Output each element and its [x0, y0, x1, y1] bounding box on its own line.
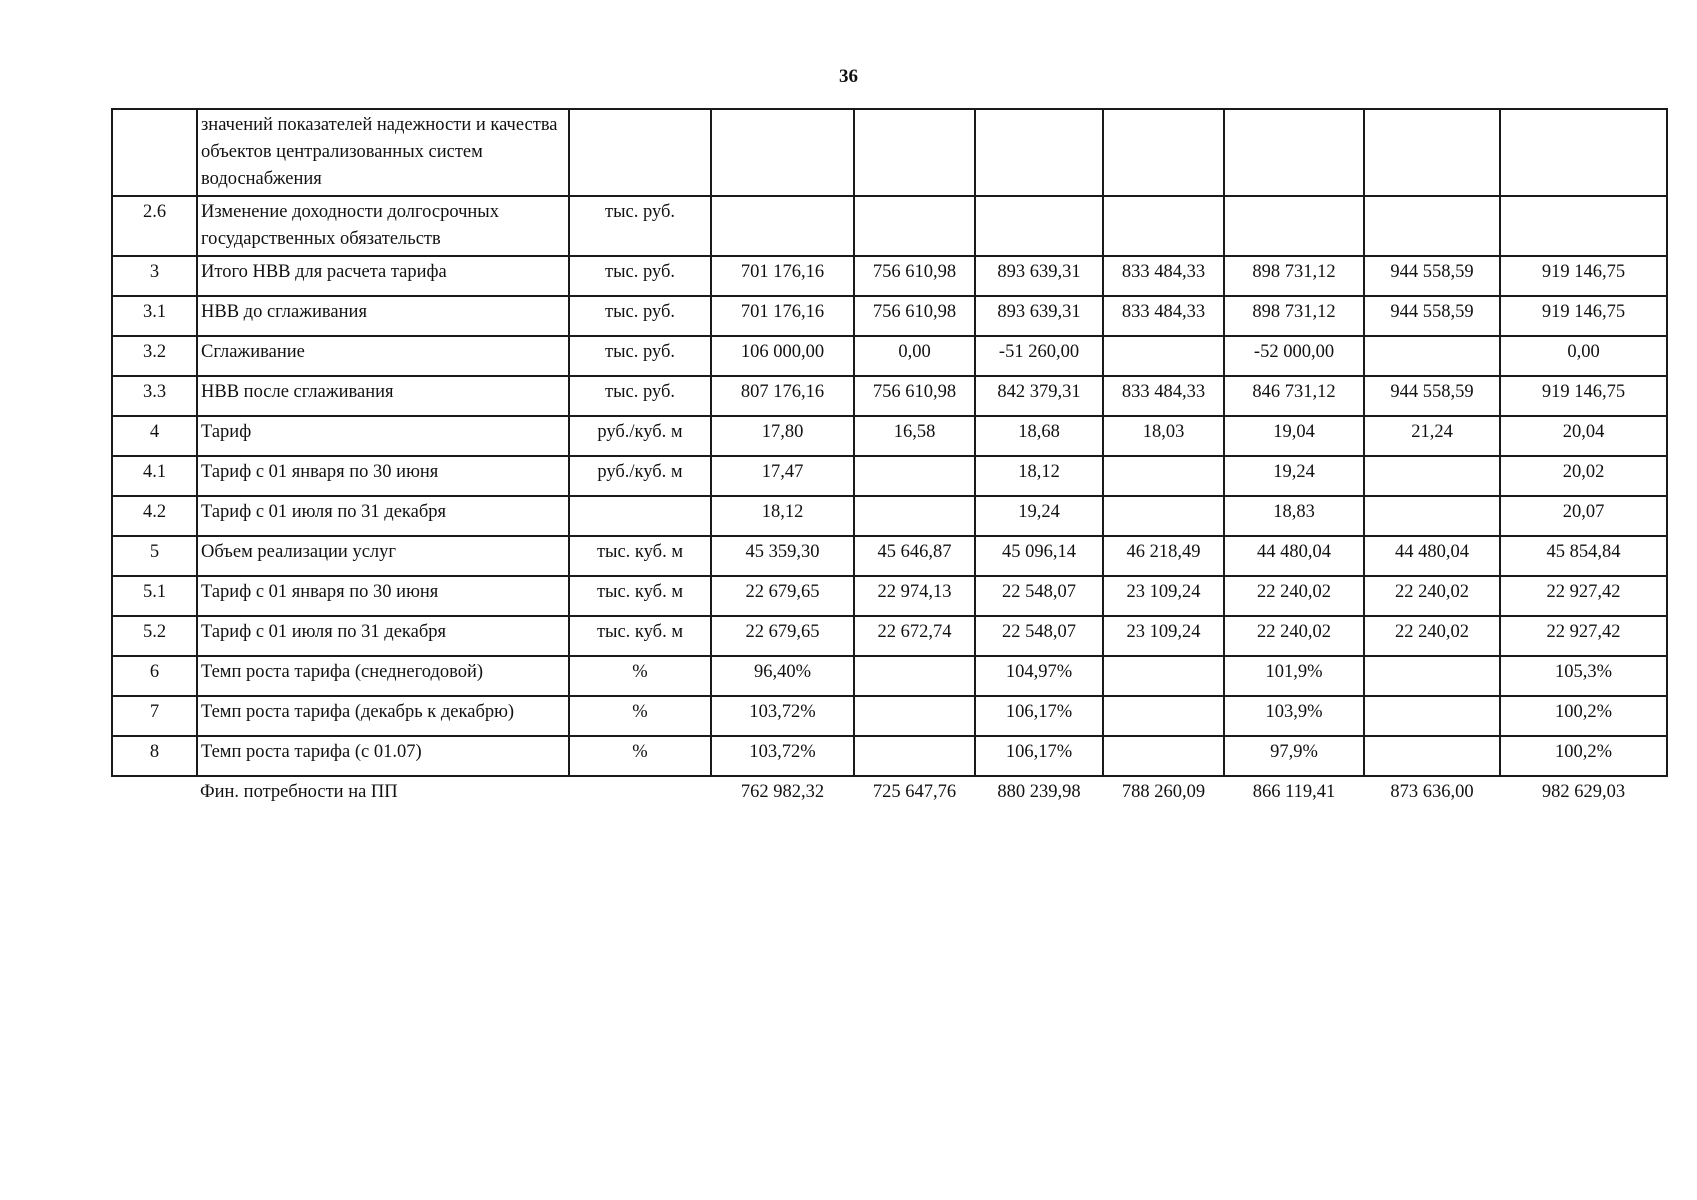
table-row — [112, 109, 1667, 196]
value-cell — [1364, 496, 1500, 536]
row-name: Тариф с 01 июля по 31 декабря — [197, 616, 569, 656]
page-number: 36 — [839, 66, 858, 87]
value-cell — [1364, 736, 1500, 776]
row-name: Тариф с 01 января по 30 июня — [197, 456, 569, 496]
footer-value: 866 119,41 — [1252, 782, 1336, 802]
value-cell — [854, 696, 975, 736]
row-unit: % — [569, 736, 711, 776]
row-name: Тариф с 01 января по 30 июня — [197, 576, 569, 616]
row-unit: руб./куб. м — [569, 416, 711, 456]
value-cell: 104,97% — [975, 656, 1103, 696]
value-cell: 22 679,65 — [711, 616, 854, 656]
row-unit: тыс. руб. — [569, 196, 711, 256]
row-number: 2.6 — [112, 196, 197, 256]
value-cell: 106,17% — [975, 696, 1103, 736]
value-cell — [1500, 109, 1667, 196]
value-cell: 22 240,02 — [1224, 616, 1364, 656]
row-number: 3.2 — [112, 336, 197, 376]
value-cell: 19,04 — [1224, 416, 1364, 456]
value-cell — [854, 109, 975, 196]
value-cell: 18,68 — [975, 416, 1103, 456]
value-cell — [1103, 109, 1224, 196]
row-unit: тыс. куб. м — [569, 576, 711, 616]
value-cell: 756 610,98 — [854, 296, 975, 336]
row-unit: тыс. куб. м — [569, 536, 711, 576]
value-cell: 22 548,07 — [975, 576, 1103, 616]
footer-value: 725 647,76 — [872, 782, 957, 802]
row-number: 5 — [112, 536, 197, 576]
value-cell: 0,00 — [854, 336, 975, 376]
value-cell: 97,9% — [1224, 736, 1364, 776]
value-cell: 807 176,16 — [711, 376, 854, 416]
value-cell: 18,83 — [1224, 496, 1364, 536]
table-row — [112, 496, 1667, 536]
value-cell: 19,24 — [1224, 456, 1364, 496]
value-cell: 919 146,75 — [1500, 256, 1667, 296]
value-cell: 46 218,49 — [1103, 536, 1224, 576]
table-row — [112, 696, 1667, 736]
value-cell — [1224, 196, 1364, 256]
value-cell: 23 109,24 — [1103, 616, 1224, 656]
row-unit: тыс. руб. — [569, 376, 711, 416]
row-name: Изменение доходности долгосрочных государственных обязательств — [197, 196, 569, 256]
value-cell — [1364, 656, 1500, 696]
table-row — [112, 196, 1667, 256]
row-unit — [569, 496, 711, 536]
row-number: 8 — [112, 736, 197, 776]
table-row — [112, 336, 1667, 376]
row-number: 5.1 — [112, 576, 197, 616]
tariff-table — [111, 108, 1668, 811]
row-number: 7 — [112, 696, 197, 736]
value-cell: 22 240,02 — [1364, 576, 1500, 616]
row-name: НВВ до сглаживания — [197, 296, 569, 336]
row-number — [112, 109, 197, 196]
value-cell — [854, 736, 975, 776]
value-cell: 45 359,30 — [711, 536, 854, 576]
value-cell: 19,24 — [975, 496, 1103, 536]
table-row — [112, 416, 1667, 456]
value-cell: 17,47 — [711, 456, 854, 496]
row-unit: руб./куб. м — [569, 456, 711, 496]
row-name: НВВ после сглаживания — [197, 376, 569, 416]
row-number: 4.1 — [112, 456, 197, 496]
table-row — [112, 456, 1667, 496]
row-number: 3.1 — [112, 296, 197, 336]
value-cell: 22 672,74 — [854, 616, 975, 656]
value-cell — [1364, 336, 1500, 376]
value-cell: 18,12 — [975, 456, 1103, 496]
row-unit: % — [569, 656, 711, 696]
row-number: 3 — [112, 256, 197, 296]
row-name: Темп роста тарифа (декабрь к декабрю) — [197, 696, 569, 736]
value-cell: 96,40% — [711, 656, 854, 696]
row-name: Объем реализации услуг — [197, 536, 569, 576]
value-cell: 17,80 — [711, 416, 854, 456]
value-cell — [1224, 109, 1364, 196]
row-number: 4.2 — [112, 496, 197, 536]
value-cell: 18,03 — [1103, 416, 1224, 456]
value-cell: -52 000,00 — [1224, 336, 1364, 376]
value-cell — [1103, 456, 1224, 496]
row-unit: тыс. куб. м — [569, 616, 711, 656]
footer-value: 880 239,98 — [997, 782, 1081, 802]
row-name: Темп роста тарифа (с 01.07) — [197, 736, 569, 776]
value-cell — [711, 196, 854, 256]
value-cell: -51 260,00 — [975, 336, 1103, 376]
row-name: Итого НВВ для расчета тарифа — [197, 256, 569, 296]
value-cell — [854, 656, 975, 696]
value-cell: 16,58 — [854, 416, 975, 456]
table-row — [112, 656, 1667, 696]
row-unit: тыс. руб. — [569, 296, 711, 336]
value-cell — [1103, 656, 1224, 696]
value-cell: 45 854,84 — [1500, 536, 1667, 576]
value-cell: 919 146,75 — [1500, 296, 1667, 336]
value-cell: 45 096,14 — [975, 536, 1103, 576]
row-name: значений показателей надежности и качества объектов централизованных систем водоснабжения — [197, 109, 569, 196]
value-cell: 846 731,12 — [1224, 376, 1364, 416]
table-row — [112, 296, 1667, 336]
footer-value: 762 982,32 — [740, 782, 825, 802]
value-cell: 898 731,12 — [1224, 296, 1364, 336]
table-row — [112, 256, 1667, 296]
value-cell: 106,17% — [975, 736, 1103, 776]
value-cell — [854, 496, 975, 536]
value-cell — [1364, 456, 1500, 496]
table-row — [112, 576, 1667, 616]
value-cell: 833 484,33 — [1103, 256, 1224, 296]
value-cell: 101,9% — [1224, 656, 1364, 696]
footer-value: 982 629,03 — [1541, 782, 1626, 802]
value-cell: 833 484,33 — [1103, 296, 1224, 336]
value-cell: 0,00 — [1500, 336, 1667, 376]
value-cell: 103,72% — [711, 736, 854, 776]
value-cell: 898 731,12 — [1224, 256, 1364, 296]
value-cell: 103,72% — [711, 696, 854, 736]
value-cell — [1103, 696, 1224, 736]
value-cell — [1364, 109, 1500, 196]
value-cell: 944 558,59 — [1364, 256, 1500, 296]
row-number: 5.2 — [112, 616, 197, 656]
table-row — [112, 616, 1667, 656]
value-cell: 20,04 — [1500, 416, 1667, 456]
row-unit — [569, 109, 711, 196]
value-cell: 18,12 — [711, 496, 854, 536]
value-cell — [1103, 196, 1224, 256]
value-cell — [975, 196, 1103, 256]
value-cell: 105,3% — [1500, 656, 1667, 696]
value-cell: 23 109,24 — [1103, 576, 1224, 616]
value-cell: 22 927,42 — [1500, 576, 1667, 616]
row-name: Сглаживание — [197, 336, 569, 376]
row-unit: % — [569, 696, 711, 736]
row-name: Тариф — [197, 416, 569, 456]
footer-spacer — [112, 776, 197, 811]
value-cell: 44 480,04 — [1224, 536, 1364, 576]
row-unit: тыс. руб. — [569, 256, 711, 296]
row-number: 6 — [112, 656, 197, 696]
footer-value: 873 636,00 — [1390, 782, 1474, 802]
row-unit: тыс. руб. — [569, 336, 711, 376]
row-number: 4 — [112, 416, 197, 456]
value-cell: 22 240,02 — [1364, 616, 1500, 656]
value-cell: 701 176,16 — [711, 296, 854, 336]
footer-row — [112, 776, 1667, 811]
table-row — [112, 736, 1667, 776]
value-cell: 893 639,31 — [975, 296, 1103, 336]
footer-value: 788 260,09 — [1121, 782, 1206, 802]
value-cell: 944 558,59 — [1364, 296, 1500, 336]
value-cell: 22 548,07 — [975, 616, 1103, 656]
value-cell: 944 558,59 — [1364, 376, 1500, 416]
row-number: 3.3 — [112, 376, 197, 416]
value-cell: 22 974,13 — [854, 576, 975, 616]
value-cell — [854, 196, 975, 256]
value-cell — [854, 456, 975, 496]
value-cell: 842 379,31 — [975, 376, 1103, 416]
value-cell: 756 610,98 — [854, 376, 975, 416]
value-cell: 22 679,65 — [711, 576, 854, 616]
value-cell: 919 146,75 — [1500, 376, 1667, 416]
value-cell — [975, 109, 1103, 196]
value-cell: 22 927,42 — [1500, 616, 1667, 656]
value-cell: 103,9% — [1224, 696, 1364, 736]
value-cell: 44 480,04 — [1364, 536, 1500, 576]
value-cell: 100,2% — [1500, 736, 1667, 776]
value-cell: 100,2% — [1500, 696, 1667, 736]
value-cell — [1103, 496, 1224, 536]
value-cell: 701 176,16 — [711, 256, 854, 296]
value-cell — [711, 109, 854, 196]
value-cell: 45 646,87 — [854, 536, 975, 576]
value-cell — [1364, 696, 1500, 736]
value-cell: 756 610,98 — [854, 256, 975, 296]
row-name: Тариф с 01 июля по 31 декабря — [197, 496, 569, 536]
value-cell — [1103, 736, 1224, 776]
row-name: Темп роста тарифа (снеднегодовой) — [197, 656, 569, 696]
value-cell: 21,24 — [1364, 416, 1500, 456]
value-cell: 22 240,02 — [1224, 576, 1364, 616]
value-cell: 893 639,31 — [975, 256, 1103, 296]
value-cell: 20,07 — [1500, 496, 1667, 536]
value-cell — [1500, 196, 1667, 256]
table-row — [112, 536, 1667, 576]
value-cell: 20,02 — [1500, 456, 1667, 496]
value-cell — [1364, 196, 1500, 256]
table-body — [112, 109, 1667, 811]
table-row — [112, 376, 1667, 416]
value-cell — [1103, 336, 1224, 376]
value-cell: 106 000,00 — [711, 336, 854, 376]
footer-label: Фин. потребности на ПП — [200, 782, 398, 802]
value-cell: 833 484,33 — [1103, 376, 1224, 416]
